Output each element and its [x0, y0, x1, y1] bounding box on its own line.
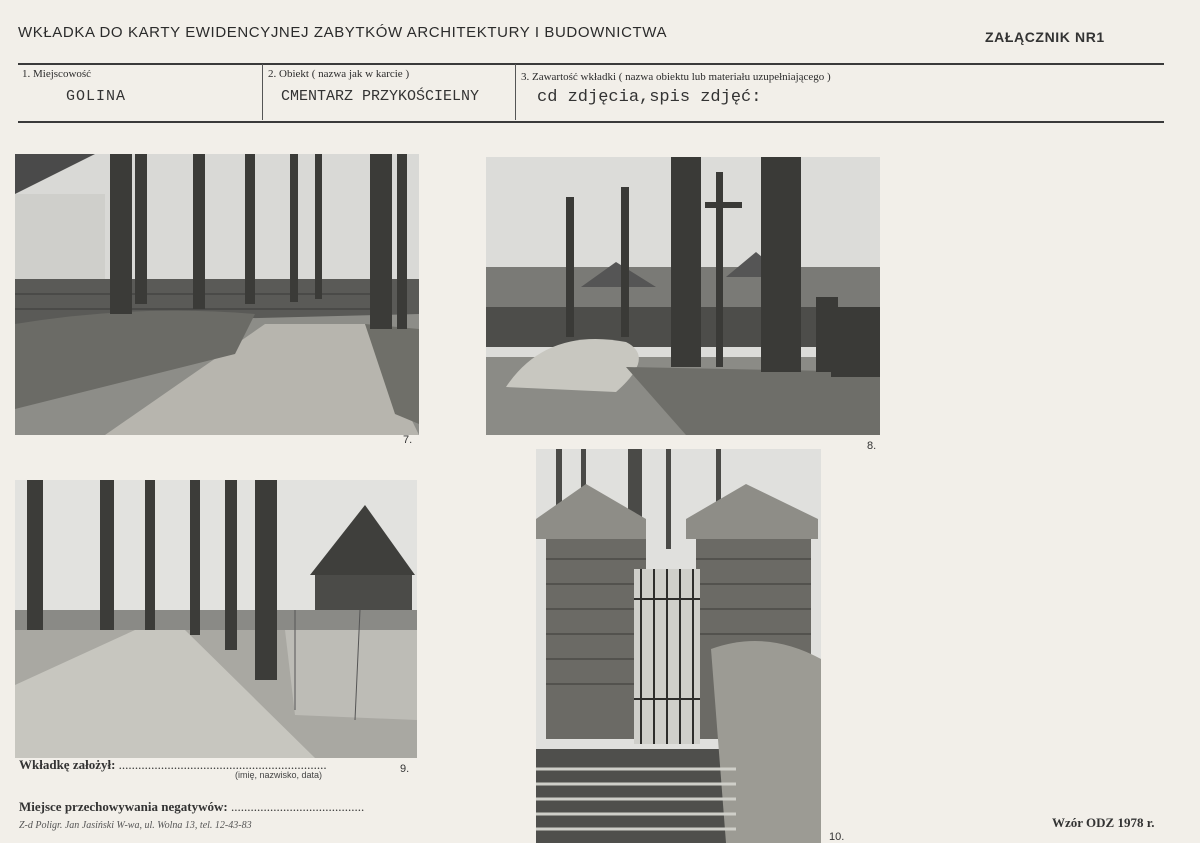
- annex-number: ZAŁĄCZNIK NR1: [985, 29, 1105, 45]
- photo-number: 10.: [829, 831, 845, 843]
- locality-label: 1. Miejscowość: [22, 68, 92, 80]
- negatives-storage-field: [19, 799, 364, 815]
- founded-by-label: Wkładkę założył:: [19, 757, 119, 772]
- content-value: cd zdjęcia,spis zdjęć:: [537, 88, 762, 107]
- table-top-rule: [18, 63, 1164, 65]
- printer-imprint: Z-d Poligr. Jan Jasiński W-wa, ul. Wolna 13, tel. 12-43-83: [19, 820, 252, 831]
- photo-alley-road: [15, 154, 419, 435]
- photo-church-path: [15, 480, 417, 758]
- negatives-storage-label: Miejsce przechowywania negatywów:: [19, 799, 231, 814]
- negatives-storage-dots: .........................................: [230, 799, 365, 814]
- object-label: 2. Obiekt ( nazwa jak w karcie ): [268, 68, 410, 80]
- column-divider: [262, 64, 263, 120]
- founded-by-dots: ................................................................: [118, 757, 327, 772]
- photo-number: 9.: [400, 763, 410, 775]
- template-version: Wzór ODZ 1978 r.: [1052, 815, 1155, 830]
- form-title: WKŁADKA DO KARTY EWIDENCYJNEJ ZABYTKÓW ARCHITEKTURY I BUDOWNICTWA: [18, 24, 668, 41]
- photo-number: 7.: [403, 434, 413, 446]
- column-divider: [515, 64, 516, 120]
- table-bottom-rule: [18, 121, 1164, 123]
- photo-brick-gate: [536, 449, 821, 843]
- object-value: CMENTARZ PRZYKOŚCIELNY: [281, 88, 480, 105]
- locality-value: GOLINA: [66, 88, 127, 105]
- photo-number: 8.: [867, 440, 877, 452]
- photo-cemetery-cross: [486, 157, 880, 435]
- founded-by-hint: (imię, nazwisko, data): [235, 770, 323, 780]
- content-label: 3. Zawartość wkładki ( nazwa obiektu lub materiału uzupełniającego ): [521, 71, 831, 83]
